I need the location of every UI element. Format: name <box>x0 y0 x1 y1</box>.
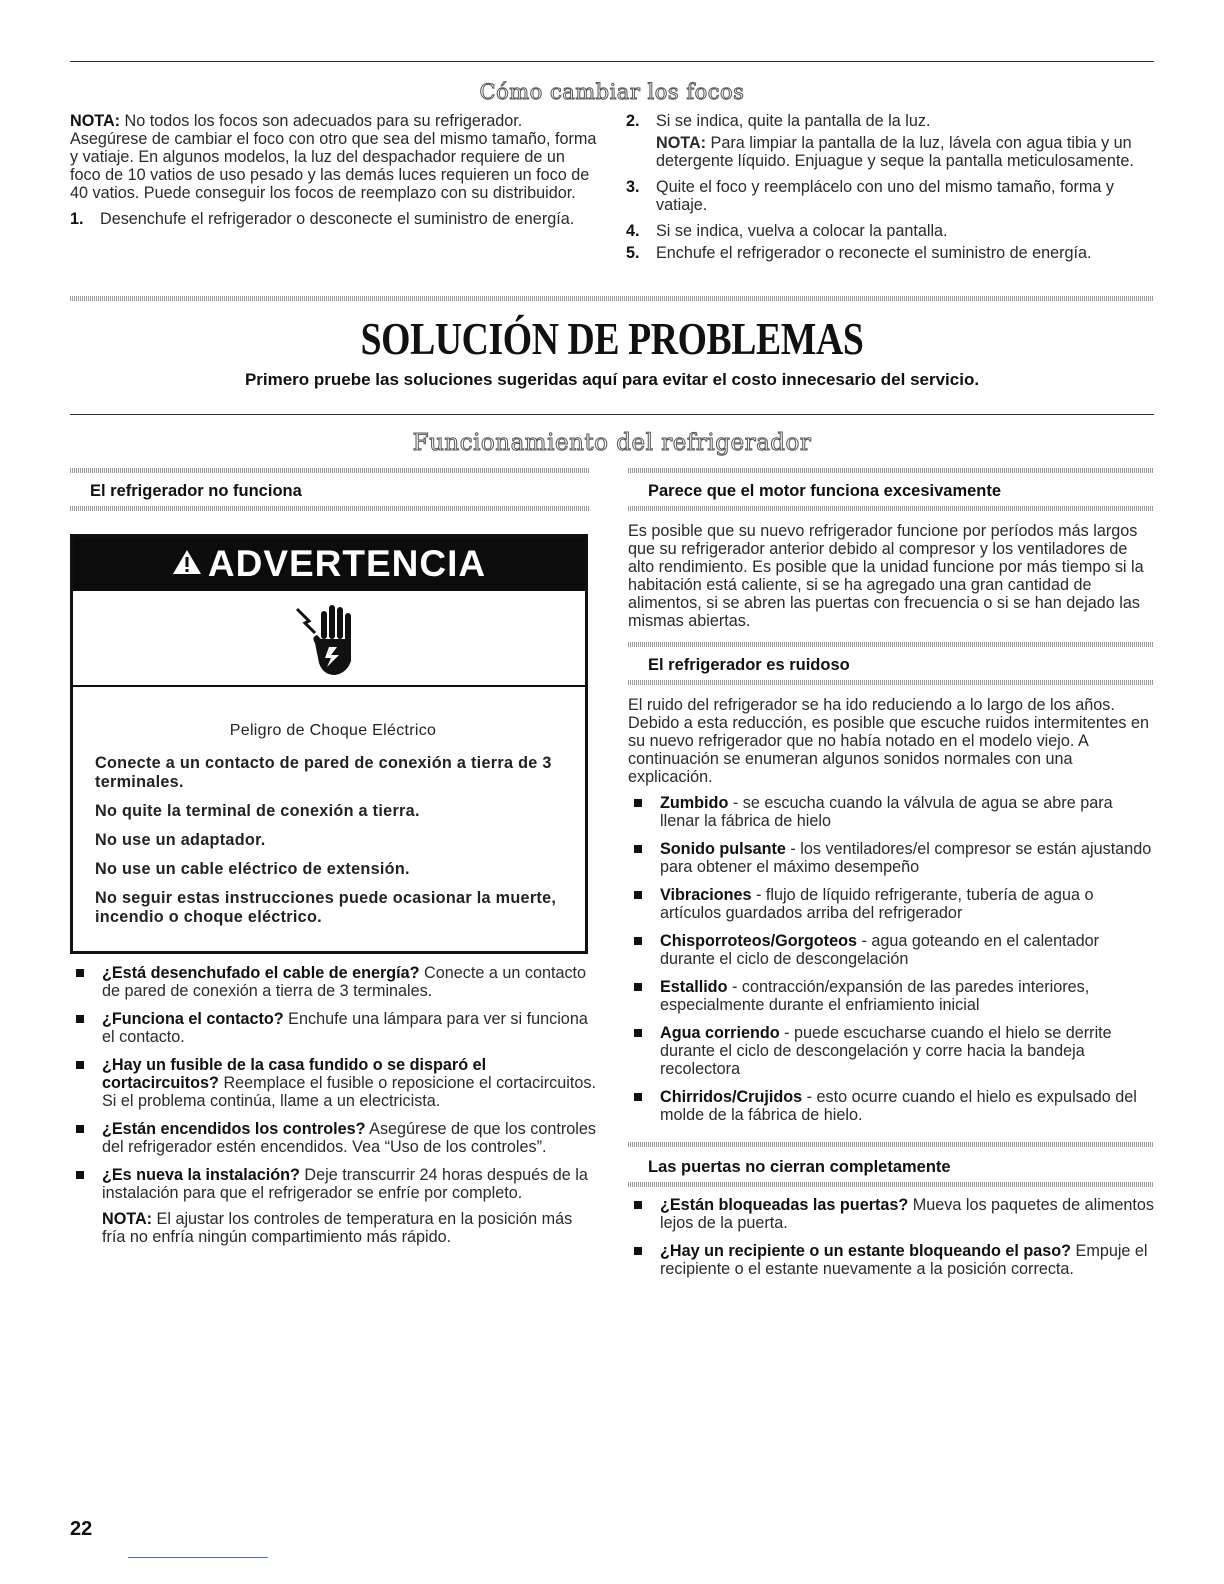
list-item: ¿Hay un fusible de la casa fundido o se disparó el cortacircuitos? Reemplace el fusible o reposicione el cortacircuitos. Si el problema continúa, llame a un electricista. <box>70 1056 598 1110</box>
not-working-list <box>70 964 598 1256</box>
electric-shock-hand-icon <box>295 603 365 684</box>
dotted-divider <box>628 1142 1154 1147</box>
bulbs-left-column <box>70 112 600 236</box>
operation-section-title: Funcionamiento del refrigerador <box>412 430 812 456</box>
noisy-text: El ruido del refrigerador se ha ido reduciendo a lo largo de los años. Debido a esta reducción, es posible que escuche ruidos intermitentes en su nuevo refrigerador que no había notado en el modelo viejo. A continuación se enumeran algunos sonidos normales con una explicación. <box>628 696 1150 786</box>
dotted-divider <box>628 468 1154 473</box>
bulbs-step: 3. Quite el foco y reemplácelo con uno del mismo tamaño, forma y vatiaje. <box>626 178 1114 214</box>
dotted-divider <box>70 468 590 473</box>
bulbs-note: NOTA: No todos los focos son adecuados para su refrigerador. Asegúrese de cambiar el foco con otro que sea del mismo tamaño, forma y vatiaje. En algunos modelos, la luz del despachador requiere de un foco de 10 vatios de uso pesado y las demás luces requieren un foco de 40 vatios. Puede conseguir los focos de reemplazo con su distribuidor. <box>70 112 597 202</box>
dotted-divider <box>70 296 1154 301</box>
noisy-list <box>628 794 1154 1134</box>
list-item: Chisporroteos/Gorgoteos - agua goteando en el calentador durante el ciclo de descongelación <box>628 932 1154 968</box>
warning-line: No quite la terminal de conexión a tierra. <box>95 802 420 820</box>
list-item: ¿Está desenchufado el cable de energía? Conecte a un contacto de pared de conexión a tierra de 3 terminales. <box>70 964 598 1000</box>
bulbs-step: 2. Si se indica, quite la pantalla de la luz. NOTA: Para limpiar la pantalla de la luz, lávela con agua tibia y un detergente líquido. Enjuague y seque la pantalla meticulosamente. <box>626 112 1154 170</box>
motor-heading: Parece que el motor funciona excesivamente <box>648 482 1002 500</box>
motor-text: Es posible que su nuevo refrigerador funcione por períodos más largos que su refrigerador anterior debido al compresor y los ventiladores de alto rendimiento. Es posible que la unidad funcione por más tiempo si la habitación está caliente, si se ha agregado una gran cantidad de alimentos, si se abren las puertas con frecuencia o si se han dejado las mismas abiertas. <box>628 522 1144 630</box>
bulbs-step: 1. Desenchufe el refrigerador o desconecte el suministro de energía. <box>70 210 575 228</box>
warning-line: No seguir estas instrucciones puede ocasionar la muerte, incendio o choque eléctrico. <box>95 889 557 926</box>
list-item: Sonido pulsante - los ventiladores/el compresor se están ajustando para obtener el máximo desempeño <box>628 840 1154 876</box>
dotted-divider <box>628 680 1154 685</box>
warning-divider <box>73 685 585 687</box>
page-subtitle: Primero pruebe las soluciones sugeridas aquí para evitar el costo innecesario del servicio. <box>244 370 980 389</box>
list-item: ¿Hay un recipiente o un estante bloqueando el paso? Empuje el recipiente o el estante nuevamente a la posición correcta. <box>628 1242 1154 1278</box>
list-item: Agua corriendo - puede escucharse cuando el hielo se derrite durante el ciclo de descongelación y corre hacia la bandeja recolectora <box>628 1024 1154 1078</box>
list-item: Vibraciones - flujo de líquido refrigerante, tubería de agua o artículos guardados arriba del refrigerador <box>628 886 1154 922</box>
page-title: SOLUCIÓN DE PROBLEMAS <box>360 313 864 364</box>
not-working-note: NOTA: El ajustar los controles de temperatura en la posición más fría no enfría ningún compartimiento más rápido. <box>102 1210 573 1246</box>
bulbs-section-title: Cómo cambiar los focos <box>479 80 745 104</box>
list-item: ¿Están encendidos los controles? Asegúrese de que los controles del refrigerador estén encendidos. Vea “Uso de los controles”. <box>70 1120 598 1156</box>
warning-line: Conecte a un contacto de pared de conexión a tierra de 3 terminales. <box>95 754 552 791</box>
warning-line: No use un adaptador. <box>95 831 266 849</box>
warning-box <box>70 534 588 954</box>
dotted-divider <box>70 506 590 511</box>
not-working-heading: El refrigerador no funciona <box>90 482 302 500</box>
dotted-divider <box>628 1182 1154 1187</box>
warning-hazard: Peligro de Choque Eléctrico <box>229 722 437 739</box>
list-item: Chirridos/Crujidos - esto ocurre cuando el hielo es expulsado del molde de la fábrica de hielo. <box>628 1088 1154 1124</box>
warning-text <box>95 721 571 937</box>
list-item: Zumbido - se escucha cuando la válvula de agua se abre para llenar la fábrica de hielo <box>628 794 1154 830</box>
dotted-divider <box>628 506 1154 511</box>
bulbs-step: 4. Si se indica, vuelva a colocar la pantalla. <box>626 222 948 240</box>
section-rule <box>70 414 1154 415</box>
bulbs-step-note: NOTA: Para limpiar la pantalla de la luz, lávela con agua tibia y un detergente líquido. Enjuague y seque la pantalla meticulosamente. <box>656 134 1134 170</box>
page-number: 22 <box>70 1518 93 1540</box>
dotted-divider <box>628 642 1154 647</box>
list-item: Estallido - contracción/expansión de las paredes interiores, especialmente durante el enfriamiento inicial <box>628 978 1154 1014</box>
bulbs-right-column <box>626 112 1154 270</box>
top-rule <box>70 61 1154 62</box>
warning-header: ADVERTENCIA <box>73 537 585 591</box>
bulbs-step: 5. Enchufe el refrigerador o reconecte el suministro de energía. <box>626 244 1092 262</box>
list-item: ¿Están bloqueadas las puertas? Mueva los paquetes de alimentos lejos de la puerta. <box>628 1196 1154 1232</box>
list-item: ¿Es nueva la instalación? Deje transcurrir 24 horas después de la instalación para que el refrigerador se enfríe por completo. NOTA: El ajustar los controles de temperatura en la posición más fría no enfría ningún compartimiento más rápido. <box>70 1166 598 1246</box>
list-item: ¿Funciona el contacto? Enchufe una lámpara para ver si funciona el contacto. <box>70 1010 598 1046</box>
noisy-heading: El refrigerador es ruidoso <box>648 656 850 674</box>
doors-list <box>628 1196 1154 1288</box>
warning-line: No use un cable eléctrico de extensión. <box>95 860 410 878</box>
doors-heading: Las puertas no cierran completamente <box>648 1158 951 1176</box>
warning-triangle-icon <box>172 543 202 585</box>
footer-line <box>128 1557 268 1558</box>
